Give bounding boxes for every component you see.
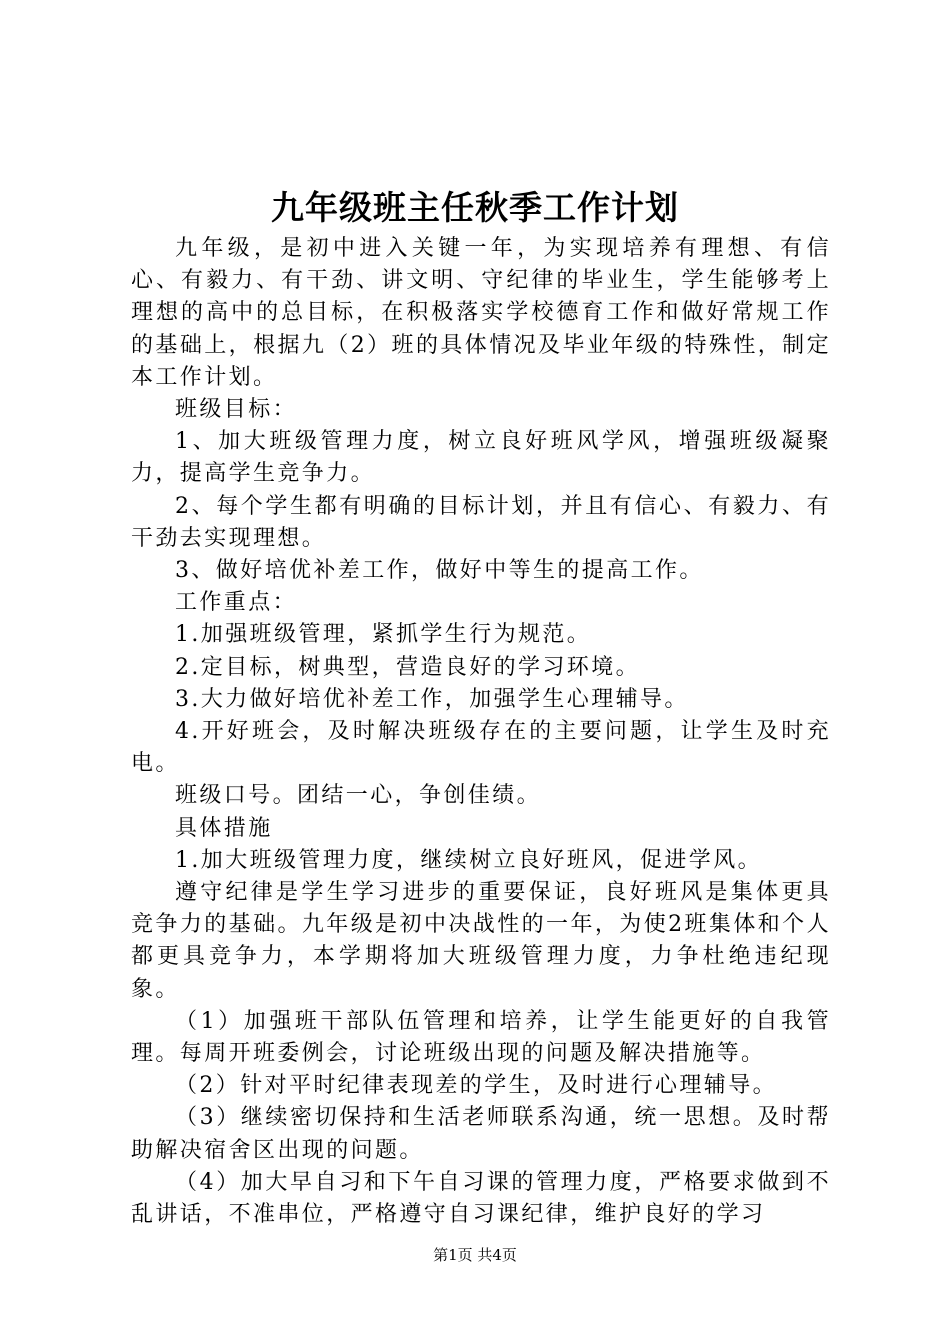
paragraph: 遵守纪律是学生学习进步的重要保证，良好班风是集体更具竞争力的基础。九年级是初中决战性的一年，为使2班集体和个人都更具竞争力，本学期将加大班级管理力度，力争杜绝违纪现象。 xyxy=(131,880,831,1002)
paragraph: 4.开好班会，及时解决班级存在的主要问题，让学生及时充电。 xyxy=(131,719,831,777)
paragraph: （4）加大早自习和下午自习课的管理力度，严格要求做到不乱讲话，不准串位，严格遵守自习课纪律，维护良好的学习 xyxy=(131,1169,831,1228)
paragraph: （1）加强班干部队伍管理和培养，让学生能更好的自我管理。每周开班委例会，讨论班级出现的问题及解决措施等。 xyxy=(131,1008,831,1067)
document-title: 九年级班主任秋季工作计划 xyxy=(271,188,679,227)
page-footer: 第1页 共4页 xyxy=(433,1246,517,1264)
paragraph: 班级目标： xyxy=(175,397,298,423)
paragraph: 九年级，是初中进入关键一年，为实现培养有理想、有信心、有毅力、有干劲、讲文明、守纪律的毕业生，学生能够考上理想的高中的总目标，在积极落实学校德育工作和做好常规工作的基础上，根据九（2）班的具体情况及毕业年级的特殊性，制定本工作计划。 xyxy=(131,236,831,390)
paragraph: 1.加强班级管理，紧抓学生行为规范。 xyxy=(175,622,592,648)
paragraph: 具体措施 xyxy=(175,815,273,841)
document-body xyxy=(131,233,831,1231)
paragraph: 2、每个学生都有明确的目标计划，并且有信心、有毅力、有干劲去实现理想。 xyxy=(131,493,831,551)
paragraph: 2.定目标，树典型，营造良好的学习环境。 xyxy=(175,654,640,680)
paragraph: 3.大力做好培优补差工作，加强学生心理辅导。 xyxy=(175,686,689,712)
paragraph: （3）继续密切保持和生活老师联系沟通，统一思想。及时帮助解决宿舍区出现的问题。 xyxy=(131,1105,831,1163)
paragraph: 3、做好培优补差工作，做好中等生的提高工作。 xyxy=(175,558,704,584)
paragraph: 工作重点： xyxy=(175,590,298,616)
paragraph: 班级口号。团结一心，争创佳绩。 xyxy=(175,783,542,809)
paragraph: 1、加大班级管理力度，树立良好班风学风，增强班级凝聚力，提高学生竞争力。 xyxy=(131,429,831,487)
paragraph: （2）针对平时纪律表现差的学生，及时进行心理辅导。 xyxy=(175,1073,777,1099)
paragraph: 1.加大班级管理力度，继续树立良好班风，促进学风。 xyxy=(175,847,762,873)
